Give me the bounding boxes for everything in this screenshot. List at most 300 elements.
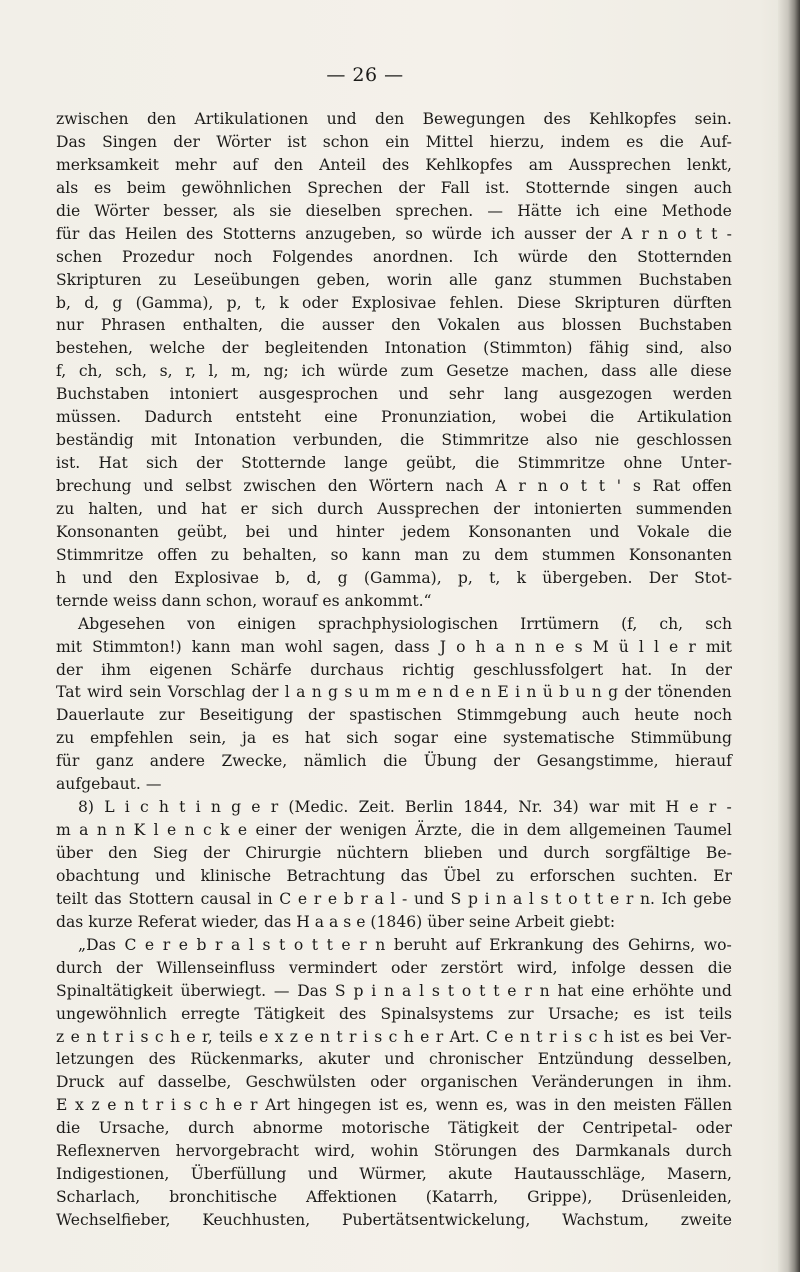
word: Prozedur (121, 247, 195, 266)
word: e (258, 1027, 269, 1046)
word: und (398, 385, 429, 404)
word: Diese (516, 293, 561, 312)
word: i (484, 889, 490, 908)
word: Ursache; (547, 1004, 620, 1023)
word: e (186, 1027, 196, 1046)
word: erforschen (529, 866, 616, 885)
word: Veränderungen (531, 1073, 654, 1092)
word: was (515, 1096, 547, 1115)
word: Anteil (319, 155, 366, 174)
text-line (56, 1048, 732, 1071)
word: des (532, 1142, 560, 1161)
word: sie (269, 201, 292, 220)
word: z (289, 1027, 298, 1046)
word: der (307, 706, 335, 725)
word: o (461, 981, 472, 1000)
word: b (343, 889, 354, 908)
word: beständig (56, 431, 134, 450)
word: 1844, (463, 798, 509, 817)
word: organischen (420, 1073, 518, 1092)
word: und (157, 499, 188, 518)
word: r (249, 1096, 258, 1115)
word: des (186, 224, 214, 243)
word: Be- (705, 844, 732, 862)
word: r (115, 1027, 123, 1046)
word: t (555, 889, 562, 908)
word: t (479, 981, 486, 1000)
word: also (546, 431, 578, 450)
word: der (585, 224, 612, 243)
word: ich (301, 362, 326, 381)
word: e (507, 981, 517, 1000)
word: Bewegungen (422, 110, 526, 128)
word: erregte (181, 1004, 241, 1023)
word: Art (265, 1096, 291, 1115)
word: Das (297, 981, 328, 1000)
word: Vokale (637, 522, 690, 541)
word: Gesangstimme, (536, 752, 659, 771)
word: ein (385, 132, 410, 151)
word: empfehlen (90, 729, 174, 748)
word: Taumel (674, 821, 732, 840)
word: Leseübungen (193, 270, 300, 289)
word: o (677, 224, 687, 243)
word: i (362, 1027, 368, 1046)
word: offen (157, 545, 198, 564)
word: c (154, 1027, 164, 1046)
word: t (447, 981, 455, 1000)
word: hat (557, 981, 584, 1000)
word: sagen, (332, 637, 385, 656)
word: K (133, 821, 146, 840)
word: m (375, 683, 390, 702)
text-line (56, 108, 732, 131)
word: andere (149, 752, 205, 771)
word: zwischen (243, 477, 317, 495)
word: x (75, 1096, 84, 1115)
text-line (56, 567, 732, 590)
word: Tat (56, 683, 81, 702)
word: mit (56, 637, 83, 656)
word: und (155, 866, 186, 885)
word: mit (629, 798, 656, 817)
word: E (497, 683, 509, 702)
word: und (384, 1050, 415, 1069)
word: ausgezogen (558, 385, 653, 404)
word: fähig (589, 339, 630, 358)
word: zu (462, 545, 481, 564)
word: noch (214, 247, 253, 266)
word: Vorschlag (167, 683, 246, 702)
word: suchten. (630, 866, 698, 885)
word: bronchitische (169, 1188, 278, 1207)
word: Entzündung (537, 1050, 634, 1069)
word: i (129, 1027, 135, 1046)
word: durchaus (310, 660, 384, 679)
word: sich (346, 729, 379, 748)
word: L (104, 798, 115, 817)
word: zum (400, 362, 434, 381)
word: Vokalen (437, 316, 500, 335)
text-line (56, 750, 732, 773)
word: der (173, 132, 200, 151)
word: ist. (485, 178, 510, 197)
word: akuter (318, 1050, 370, 1069)
word: Hautausschläge, (513, 1165, 646, 1184)
word: Mittel (425, 132, 474, 151)
word: r (270, 798, 279, 817)
word: er (240, 499, 258, 518)
word: e (107, 1096, 117, 1115)
word: sprechen. (395, 201, 474, 220)
word: Stimmritze (441, 431, 529, 450)
word: m, (231, 362, 251, 381)
word: den (327, 477, 358, 495)
word: Spinalsystems (380, 1004, 494, 1023)
word: — (487, 201, 503, 220)
word: n (591, 683, 602, 702)
word: Scharlach, (56, 1188, 141, 1207)
word: den (374, 110, 405, 128)
text-line (56, 1163, 732, 1186)
word: Stotterns (222, 224, 297, 243)
word: die (400, 431, 425, 450)
word: motorische (341, 1119, 430, 1138)
text-line (56, 1140, 732, 1163)
word: ich (491, 224, 515, 243)
word: Auf- (700, 132, 732, 151)
word: durch (685, 1142, 732, 1161)
word: Chirurgie (245, 844, 322, 862)
word: 34) (552, 798, 579, 817)
word: zu (210, 545, 230, 564)
word: Stottern (128, 889, 194, 908)
word: p (353, 981, 364, 1000)
word: zur (507, 1004, 534, 1023)
word: Artikulation (637, 408, 732, 427)
word: C (485, 1027, 498, 1046)
word: wird, (314, 1142, 356, 1161)
text-line: das kurze Referat wieder, das H a a s e (1846) über seine Arbeit giebt: (56, 912, 616, 931)
word: Phrasen (100, 316, 166, 335)
word: Rückenmarks, (190, 1050, 304, 1069)
word: gebe (693, 889, 732, 908)
text-line (56, 1071, 732, 1094)
word: Das (56, 132, 86, 151)
word: s (374, 1027, 383, 1046)
text-line: aufgebaut. — (56, 775, 162, 794)
word: t (598, 477, 605, 495)
word: der (251, 683, 279, 702)
word: der (705, 660, 732, 679)
word: Hat (98, 454, 128, 473)
word: allgemeinen (569, 821, 666, 840)
word: n (319, 1027, 330, 1046)
word: Sieg (152, 844, 188, 862)
word: auch (693, 178, 732, 197)
word: dem (526, 821, 561, 840)
text-line (56, 337, 732, 360)
word: über (56, 844, 93, 862)
word: A (495, 477, 507, 495)
word: s (540, 889, 549, 908)
word: ganz (494, 270, 532, 289)
word: von (187, 614, 216, 633)
word: und (326, 110, 357, 128)
word: r (162, 935, 171, 954)
word: Stimmritze (517, 454, 606, 473)
word: ist (287, 132, 307, 151)
word: c (588, 1027, 598, 1046)
word: Aussprechen (377, 499, 480, 518)
word: Pronunziation, (381, 408, 497, 427)
text-line (56, 200, 732, 223)
page-number: — 26 — (326, 64, 404, 86)
word: e (327, 889, 338, 908)
word: t (711, 224, 718, 243)
word: (Gamma), (135, 293, 214, 312)
word: n (210, 798, 221, 817)
word: zwischen (56, 110, 129, 128)
word: lang (504, 385, 539, 404)
text-line (56, 292, 732, 315)
word: die (56, 201, 81, 220)
word: n (384, 981, 395, 1000)
word: h (170, 1027, 181, 1046)
word: den (108, 844, 138, 862)
word: e (417, 683, 427, 702)
word: Ursache, (98, 1119, 170, 1138)
word: n (124, 1096, 135, 1115)
word: s (262, 935, 271, 954)
page-edge-shadow (778, 0, 800, 1272)
word: n (539, 981, 550, 1000)
word: n (375, 935, 386, 954)
word: Wörtern (368, 477, 434, 495)
text-line (56, 521, 732, 544)
word: Indigestionen, (56, 1165, 170, 1184)
word: wohin (370, 1142, 419, 1161)
word: heute (634, 706, 680, 725)
word: des (339, 1004, 367, 1023)
word: eigenen (149, 660, 213, 679)
word: auf (232, 155, 258, 174)
word: teilt (56, 889, 88, 908)
word: g (608, 683, 619, 702)
word: t (279, 935, 286, 954)
text-line (56, 1186, 732, 1209)
word: für (56, 752, 80, 771)
word: und (287, 522, 318, 541)
word: zu (158, 270, 177, 289)
text-line (56, 636, 732, 659)
word: eine (614, 201, 648, 220)
text-line (56, 177, 732, 200)
word: sind, (645, 339, 684, 358)
word: t (493, 981, 500, 1000)
word: s (183, 1096, 192, 1115)
word: offen (692, 477, 732, 495)
word: die (707, 522, 732, 541)
word: ' (616, 477, 622, 495)
word: t (141, 1096, 149, 1115)
text-line (56, 360, 732, 383)
word: gewöhnlichen (181, 178, 292, 197)
word: b, (275, 568, 291, 587)
word: C (279, 889, 292, 908)
word: die (56, 1119, 81, 1138)
word: dieselben (305, 201, 382, 220)
word: die (383, 752, 408, 771)
word: e (144, 935, 155, 954)
word: zu (496, 866, 515, 885)
word: J (439, 637, 446, 656)
word: ausser (321, 316, 374, 335)
word: sich (146, 454, 178, 473)
word: n (481, 683, 492, 702)
word: p (467, 889, 478, 908)
word: hierzu, (489, 132, 545, 151)
word: sorgfältige (605, 844, 691, 862)
word: p, (457, 568, 473, 587)
word: auf (118, 1073, 144, 1092)
word: z (56, 1027, 65, 1046)
word: E (56, 1096, 68, 1115)
word: Artikulationen (194, 110, 309, 128)
word: nie (594, 431, 620, 450)
word: hat (304, 729, 331, 748)
word: akute (448, 1165, 493, 1184)
word: e (555, 637, 565, 656)
word: teils (698, 1004, 732, 1023)
word: es (271, 729, 290, 748)
word: Grippe), (527, 1188, 593, 1207)
word: d (449, 683, 460, 702)
word: das (400, 866, 428, 885)
word: übergeben. (542, 568, 633, 587)
word: e (178, 935, 188, 954)
word: t (580, 477, 587, 495)
word: A (621, 224, 633, 243)
word: hinter (336, 522, 385, 541)
text-line (56, 475, 732, 498)
word: der (493, 499, 520, 518)
word: merksamkeit (56, 155, 159, 174)
word: also (700, 339, 732, 358)
word: die (707, 958, 732, 977)
word: l (528, 889, 534, 908)
word: n (658, 224, 669, 243)
word: r (518, 477, 526, 495)
word: Folgendes (272, 247, 353, 266)
word: Stot- (694, 568, 732, 587)
word: in (503, 821, 519, 840)
word: k (516, 568, 527, 587)
word: Konsonanten (56, 522, 159, 541)
word: chronischer (429, 1050, 524, 1069)
word: und (82, 568, 113, 587)
word: e (465, 683, 475, 702)
word: der (196, 454, 223, 473)
word: den (391, 316, 421, 335)
word: dass (601, 362, 637, 381)
word: e (609, 889, 620, 908)
text-line (56, 498, 732, 521)
word: singen (625, 178, 679, 197)
word: Buchstaben (638, 270, 732, 289)
text-line (56, 223, 732, 246)
word: der (56, 660, 83, 679)
word: z (91, 1096, 100, 1115)
word: r (548, 1027, 557, 1046)
word: sein, (189, 729, 227, 748)
word: s (574, 1027, 583, 1046)
word: der (398, 178, 426, 197)
text-line (56, 1026, 732, 1049)
word: würde (431, 224, 482, 243)
word: t (584, 889, 591, 908)
word: - (402, 889, 408, 908)
word: In (670, 660, 687, 679)
word: Stimmritze (56, 545, 144, 564)
word: der (221, 339, 249, 358)
word: am (528, 155, 553, 174)
word: Skripturen (56, 270, 142, 289)
word: durch (56, 958, 103, 977)
word: Übel (443, 866, 481, 885)
word: h (603, 1027, 614, 1046)
word: Stotternden (637, 247, 732, 266)
word: worin (386, 270, 433, 289)
word: „Das (78, 935, 116, 954)
word: l (153, 821, 159, 840)
word: nüchtern (336, 844, 409, 862)
word: man (414, 545, 449, 564)
word: klinische (200, 866, 272, 885)
word: würde (337, 362, 388, 381)
word: g (231, 798, 242, 817)
word: tönenden (657, 683, 732, 702)
word: u (358, 683, 369, 702)
word: bestehen, (56, 339, 133, 358)
word: dasselbe, (157, 1073, 232, 1092)
word: (f, (621, 614, 638, 633)
word: - (726, 224, 732, 243)
word: i (515, 683, 521, 702)
word: die (280, 316, 305, 335)
word: s (431, 981, 440, 1000)
word: Ärzte, (415, 821, 463, 840)
word: n (115, 821, 126, 840)
word: ist. (56, 454, 81, 473)
word: als (232, 201, 256, 220)
word: k (279, 293, 289, 312)
text-line (56, 819, 732, 842)
word: Der (648, 568, 678, 587)
word: des (382, 155, 410, 174)
text-line: ternde weiss dann schon, worauf es ankommt.“ (56, 591, 432, 610)
word: c (199, 1096, 208, 1115)
word: Centripetal- (582, 1119, 678, 1138)
word: systematische (502, 729, 615, 748)
word: i (170, 1096, 176, 1115)
word: eine (453, 729, 488, 748)
word: und (497, 844, 529, 862)
word: Übung (423, 752, 477, 771)
word: causal (200, 889, 251, 908)
word: l (638, 637, 644, 656)
word: ihm. (697, 1073, 732, 1092)
